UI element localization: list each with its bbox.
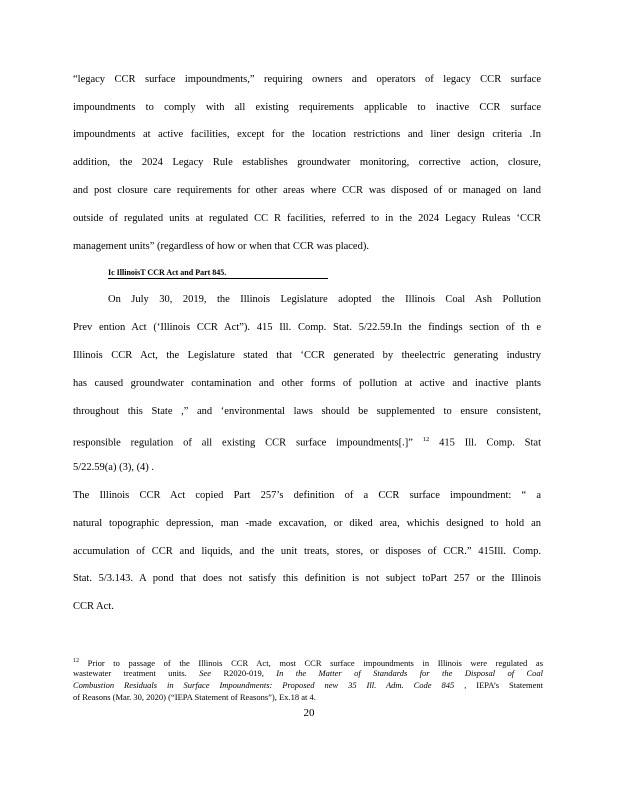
paragraph-line: Illinois CCR Act, the Legislature stated that ‘CCR generated by theelectric generating industry <box>73 350 541 361</box>
footnote-text: , IEPA’s Statement <box>464 680 544 690</box>
footnote-reference[interactable]: 12 <box>422 436 430 443</box>
footnote-case-title: In the Matter of Standards for the Disposal of Coal <box>276 668 544 678</box>
footnote-line <box>73 680 543 691</box>
footnote-text: R2020-019, <box>223 668 264 678</box>
footnote-number: 12 <box>73 658 79 664</box>
paragraph-line: “legacy CCR surface impoundments,” requiring owners and operators of legacy CCR surface <box>73 74 541 85</box>
paragraph-line: 5/22.59(a) (3), (4) . <box>73 462 155 473</box>
paragraph-line: natural topographic depression, man -made excavation, or diked area, whichis designed to hold an <box>73 518 541 529</box>
paragraph-line: and post closure care requirements for other areas where CCR was disposed of or managed on land <box>73 185 541 196</box>
footnote-text: Prior to passage of the Illinois CCR Act, most CCR surface impoundments in Illinois were regulated as <box>87 657 543 668</box>
page-number: 20 <box>303 707 315 719</box>
paragraph-line: On July 30, 2019, the Illinois Legislature adopted the Illinois Coal Ash Pollution <box>108 294 541 305</box>
paragraph-line: has caused groundwater contamination and other forms of pollution at active and inactive plants <box>73 378 541 389</box>
footnote-line <box>73 668 543 679</box>
footnote-case-title: Combustion Residuals in Surface Impoundments: Proposed new 35 Ill. Adm. Code 845 <box>73 680 455 690</box>
paragraph-line: addition, the 2024 Legacy Rule establishes groundwater monitoring, corrective action, closure, <box>73 157 541 168</box>
paragraph-line: Prev ention Act (‘Illinois CCR Act”). 415 Ill. Comp. Stat. 5/22.59.In the findings section of th e <box>73 322 541 333</box>
paragraph-text: responsible regulation of all existing CCR surface impoundments[.]” <box>73 437 413 449</box>
footnote-line: of Reasons (Mar. 30, 2020) (“IEPA Statement of Reasons”), Ex.18 at 4. <box>73 692 316 702</box>
paragraph-line: Stat. 5/3.143. A pond that does not satisfy this definition is not subject toPart 257 or the Illinois <box>73 573 541 584</box>
section-heading: Ic IllinoisT CCR Act and Part 845. <box>108 268 328 279</box>
paragraph-line: CCR Act. <box>73 601 114 612</box>
footnote-text: wastewater treatment units. <box>73 668 187 678</box>
paragraph-line: management units” (regardless of how or when that CCR was placed). <box>73 241 369 252</box>
paragraph-line: impoundments at active facilities, except for the location restrictions and liner design criteria .In <box>73 129 541 140</box>
paragraph-line: The Illinois CCR Act copied Part 257’s definition of a CCR surface impoundment: “ a <box>73 490 541 501</box>
footnote-line <box>73 656 543 669</box>
footnote-signal: See <box>199 668 212 678</box>
paragraph-line: outside of regulated units at regulated CC R facilities, referred to in the 2024 Legacy Ruleas ‘CCR <box>73 213 541 224</box>
paragraph-line: throughout this State ,” and ‘environmental laws should be supplemented to ensure consistent, <box>73 406 541 417</box>
citation-text: 415 Ill. Comp. Stat <box>439 437 542 449</box>
paragraph-line: impoundments to comply with all existing requirements applicable to inactive CCR surface <box>73 102 541 113</box>
paragraph-line-with-footnote <box>73 433 541 451</box>
paragraph-line: accumulation of CCR and liquids, and the unit treats, stores, or disposes of CCR.” 415Ill. Comp. <box>73 546 541 557</box>
